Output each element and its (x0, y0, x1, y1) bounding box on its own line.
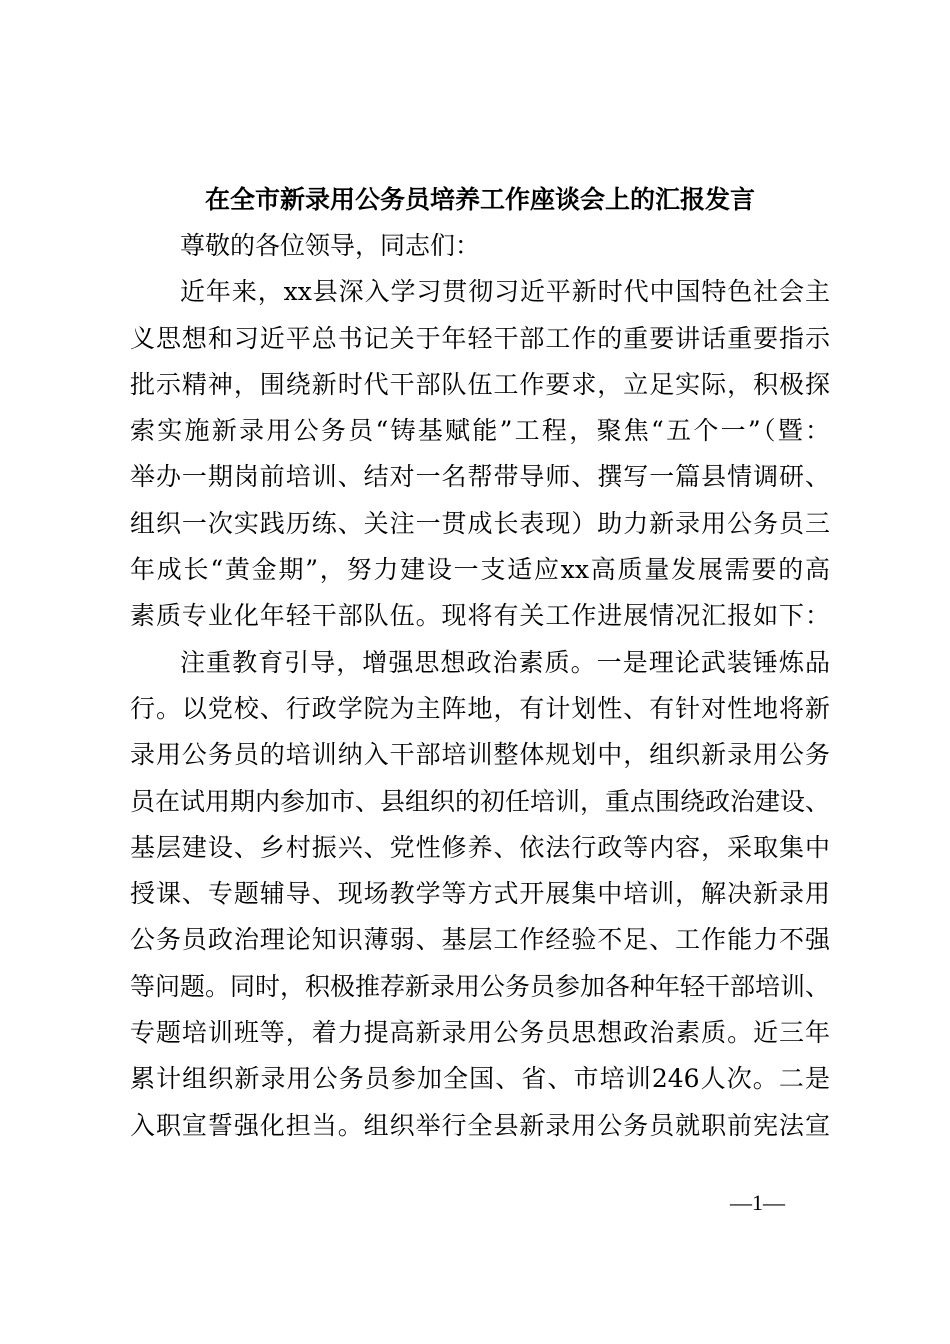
salutation-line: 尊敬的各位领导，同志们： (180, 231, 481, 260)
paragraph-line: 注重教育引导，增强思想政治素质。一是理论武装锤炼品 (180, 647, 830, 677)
paragraph-line: 基层建设、乡村振兴、党性修养、依法行政等内容，采取集中 (130, 832, 830, 862)
paragraph-line: 行。以党校、行政学院为主阵地，有计划性、有针对性地将新 (130, 693, 830, 723)
paragraph-line: 授课、专题辅导、现场教学等方式开展集中培训，解决新录用 (130, 879, 830, 909)
paragraph-line: 入职宣誓强化担当。组织举行全县新录用公务员就职前宪法宣 (130, 1110, 830, 1140)
paragraph-line: 素质专业化年轻干部队伍。现将有关工作进展情况汇报如下： (130, 601, 830, 631)
paragraph-line: 员在试用期内参加市、县组织的初任培训，重点围绕政治建设、 (130, 786, 831, 816)
paragraph-line: 等问题。同时，积极推荐新录用公务员参加各种年轻干部培训、 (130, 971, 831, 1001)
paragraph-line: 批示精神，围绕新时代干部队伍工作要求，立足实际，积极探 (130, 369, 830, 399)
paragraph-line: 公务员政治理论知识薄弱、基层工作经验不足、工作能力不强 (130, 925, 830, 955)
paragraph-line: 举办一期岗前培训、结对一名帮带导师、撰写一篇县情调研、 (130, 462, 830, 492)
document-body (130, 223, 830, 1149)
paragraph-line: 近年来，xx县深入学习贯彻习近平新时代中国特色社会主 (180, 277, 830, 307)
paragraph-line: 专题培训班等，着力提高新录用公务员思想政治素质。近三年 (130, 1018, 830, 1048)
paragraph-line: 组织一次实践历练、关注一贯成长表现）助力新录用公务员三 (130, 508, 830, 538)
paragraph-line: 年成长“黄金期”，努力建设一支适应xx高质量发展需要的高 (130, 555, 830, 585)
paragraph-line: 录用公务员的培训纳入干部培训整体规划中，组织新录用公务 (130, 740, 830, 770)
paragraph-line: 索实施新录用公务员“铸基赋能”工程，聚焦“五个一”（暨： (130, 416, 830, 446)
page-number: —1— (730, 1190, 785, 1215)
paragraph-line: 累计组织新录用公务员参加全国、省、市培训246人次。二是 (130, 1064, 830, 1094)
document-title: 在全市新录用公务员培养工作座谈会上的汇报发言 (204, 185, 755, 214)
paragraph-line: 义思想和习近平总书记关于年轻干部工作的重要讲话重要指示 (130, 323, 830, 353)
